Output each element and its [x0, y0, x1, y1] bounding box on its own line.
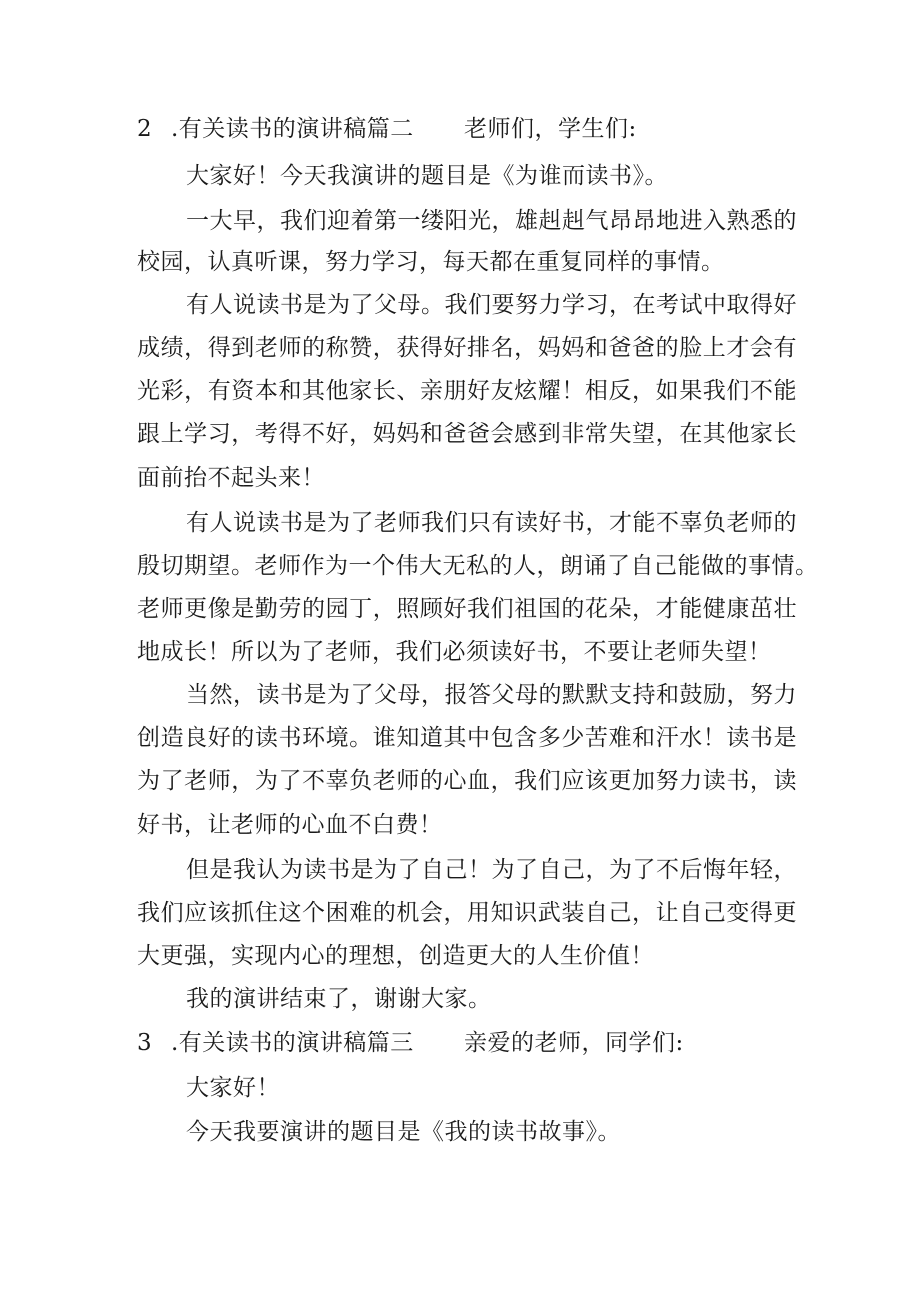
- section-title: .有关读书的演讲稿篇二: [171, 116, 414, 142]
- paragraph-line: 今天我要演讲的题目是《我的读书故事》。: [186, 1119, 621, 1145]
- paragraph-line: 地成长！所以为了老师，我们必须读好书，不要让老师失望！: [137, 639, 772, 665]
- paragraph-line: 大家好！: [186, 1075, 280, 1101]
- paragraph-line: 一大早，我们迎着第一缕阳光，雄赳赳气昂昂地进入熟悉的: [186, 208, 797, 234]
- paragraph-line: 但是我认为读书是为了自己！为了自己，为了不后悔年轻，: [186, 857, 797, 883]
- section-salutation: 老师们，学生们:: [464, 116, 637, 142]
- section-number: 3: [137, 1030, 153, 1056]
- paragraph-line: 创造良好的读书环境。谁知道其中包含多少苦难和汗水！读书是: [137, 725, 797, 751]
- paragraph-line: 我的演讲结束了，谢谢大家。: [186, 986, 492, 1012]
- paragraph-line: 老师更像是勤劳的园丁，照顾好我们祖国的花朵，才能健康茁壮: [137, 596, 797, 622]
- paragraph-line: 当然，读书是为了父母，报答父母的默默支持和鼓励，努力: [186, 682, 797, 708]
- paragraph-line: 大更强，实现内心的理想，创造更大的人生价值！: [137, 943, 654, 969]
- paragraph-line: 殷切期望。老师作为一个伟大无私的人，朗诵了自己能做的事情。: [137, 553, 819, 579]
- section-number: 2: [137, 116, 153, 142]
- paragraph-line: 面前抬不起头来！: [137, 465, 325, 491]
- paragraph-line: 跟上学习，考得不好，妈妈和爸爸会感到非常失望，在其他家长: [137, 421, 797, 447]
- paragraph-line: 光彩，有资本和其他家长、亲朋好友炫耀！相反，如果我们不能: [137, 378, 797, 404]
- paragraph-line: 好书，让老师的心血不白费！: [137, 812, 443, 838]
- section-heading: [137, 107, 797, 151]
- paragraph-line: 有人说读书是为了父母。我们要努力学习，在考试中取得好: [186, 292, 797, 318]
- section-heading: [137, 1021, 797, 1065]
- paragraph-line: 有人说读书是为了老师我们只有读好书，才能不辜负老师的: [186, 510, 797, 536]
- section-salutation: 亲爱的老师，同学们:: [464, 1030, 684, 1056]
- paragraph-line: 校园，认真听课，努力学习，每天都在重复同样的事情。: [137, 249, 725, 275]
- paragraph-line: 成绩，得到老师的称赞，获得好排名，妈妈和爸爸的脸上才会有: [137, 335, 797, 361]
- paragraph-line: 大家好！今天我演讲的题目是《为谁而读书》。: [186, 163, 668, 189]
- section-title: .有关读书的演讲稿篇三: [171, 1030, 414, 1056]
- paragraph-line: 为了老师，为了不辜负老师的心血，我们应该更加努力读书，读: [137, 768, 797, 794]
- paragraph-line: 我们应该抓住这个困难的机会，用知识武装自己，让自己变得更: [137, 900, 797, 926]
